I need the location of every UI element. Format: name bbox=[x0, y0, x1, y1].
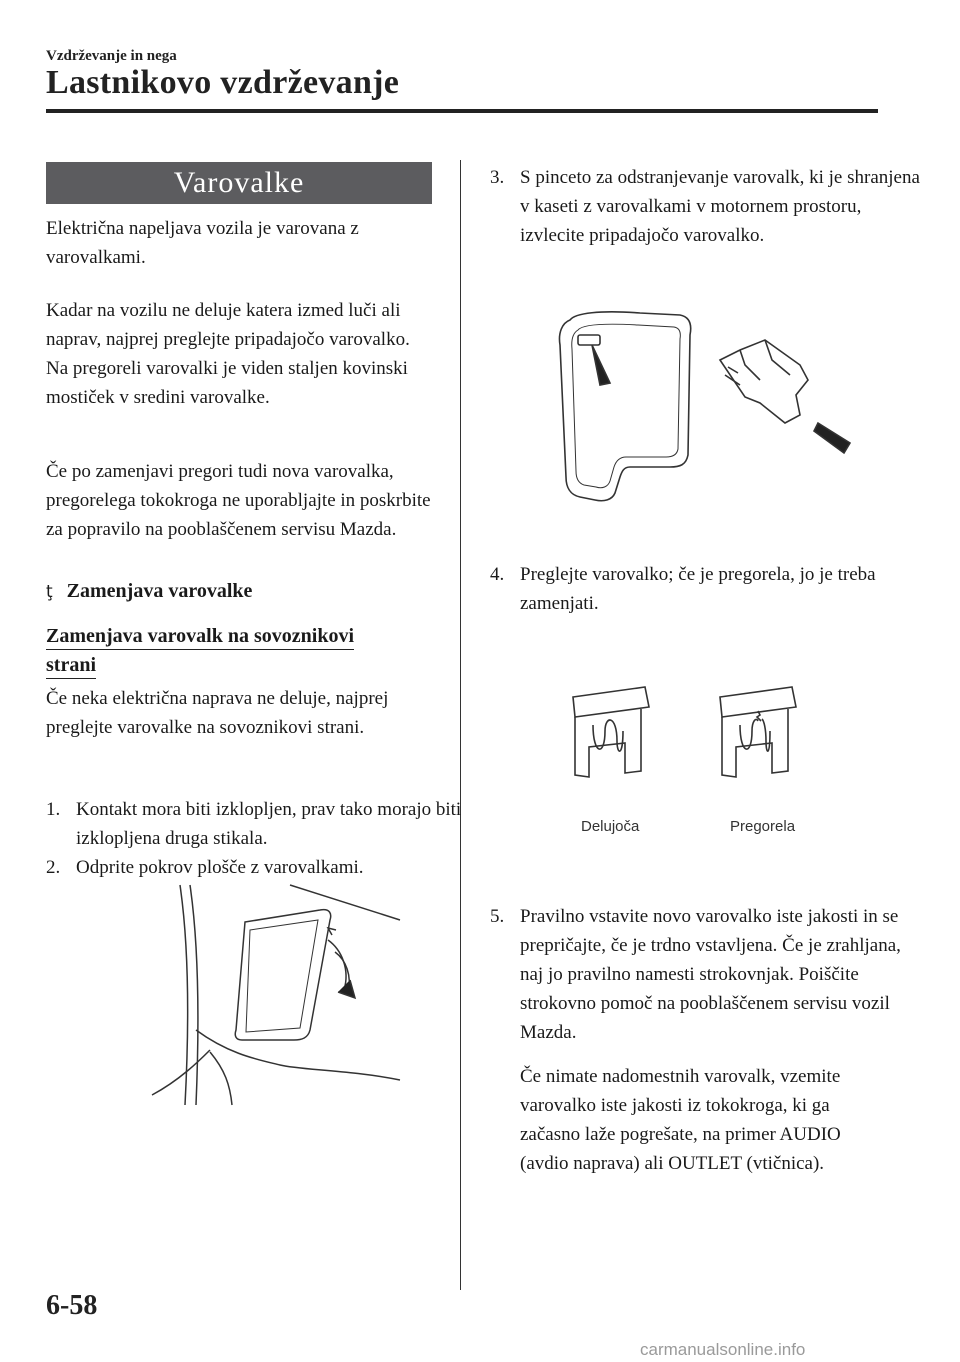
underhead-line1: Zamenjava varovalk na sovoznikovi bbox=[46, 625, 354, 650]
bullet-marker-icon: ţ bbox=[46, 582, 53, 602]
fuse-panel-cover-illustration bbox=[150, 880, 410, 1110]
step-5-number: 5. bbox=[490, 906, 505, 927]
paragraph-service: Če po zamenjavi pregori tudi nova varovalka, pregorelega tokokroga ne uporabljajte in poskrbite za popravilo na pooblaščenem servisu Mazda. bbox=[46, 461, 431, 540]
step-2-number: 2. bbox=[46, 857, 61, 878]
blown-fuse-icon bbox=[712, 685, 802, 785]
paragraph-passenger-fuses: Če neka električna naprava ne deluje, najprej preglejte varovalke na sovoznikovi strani. bbox=[46, 688, 389, 738]
good-fuse-label: Delujoča bbox=[581, 818, 640, 835]
good-fuse-icon bbox=[565, 685, 655, 785]
step-3 bbox=[490, 163, 920, 250]
step-1 bbox=[46, 795, 468, 853]
step-1-number: 1. bbox=[46, 799, 61, 820]
header-rule bbox=[46, 109, 878, 113]
watermark: carmanualsonline.info bbox=[640, 1340, 806, 1359]
step-2 bbox=[46, 853, 468, 882]
step-2-text: Odprite pokrov plošče z varovalkami. bbox=[76, 857, 364, 878]
column-divider bbox=[460, 160, 461, 1290]
step-3-text: S pinceto za odstranjevanje varovalk, ki je shranjena v kaseti z varovalkami v motornem prostoru, izvlecite pripadajočo varovalko. bbox=[520, 167, 920, 246]
subheading bbox=[46, 580, 252, 603]
step-5 bbox=[490, 902, 920, 1047]
section-banner: Varovalke bbox=[46, 162, 432, 204]
subheading-text: Zamenjava varovalke bbox=[66, 580, 253, 602]
step-5-text: Pravilno vstavite novo varovalko iste jakosti in se prepričajte, če je trdno vstavljena. Če je zrahljana, naj jo pravilno namesti strokovnjak. Poiščite strokovno pomoč na pooblaščenem servisu vozil Mazda. bbox=[520, 906, 901, 1043]
fuse-puller-illustration bbox=[540, 305, 870, 525]
step-1-text: Kontakt mora biti izklopljen, prav tako morajo biti izklopljena druga stikala. bbox=[76, 799, 462, 849]
step-4 bbox=[490, 560, 920, 618]
paragraph-check-fuse: Kadar na vozilu ne deluje katera izmed luči ali naprav, najprej preglejte pripadajočo varovalko. Na pregoreli varovalki je viden staljen kovinski mostiček v sredini varovalke. bbox=[46, 300, 410, 408]
underlined-heading bbox=[46, 622, 436, 680]
section-title: Vzdrževanje in nega bbox=[46, 48, 177, 64]
chapter-title: Lastnikovo vzdrževanje bbox=[46, 64, 400, 101]
blown-fuse-label: Pregorela bbox=[730, 818, 796, 835]
step-4-number: 4. bbox=[490, 564, 505, 585]
step-5-continuation: Če nimate nadomestnih varovalk, vzemite varovalko iste jakosti iz tokokroga, ki ga začasno laže pogrešate, na primer AUDIO (avdio naprava) ali OUTLET (vtičnica). bbox=[520, 1066, 841, 1174]
step-3-number: 3. bbox=[490, 167, 505, 188]
page-number: 6-58 bbox=[46, 1290, 98, 1321]
underhead-line2: strani bbox=[46, 654, 96, 679]
step-4-text: Preglejte varovalko; če je pregorela, jo je treba zamenjati. bbox=[520, 564, 876, 614]
paragraph-intro: Električna napeljava vozila je varovana z varovalkami. bbox=[46, 218, 359, 268]
